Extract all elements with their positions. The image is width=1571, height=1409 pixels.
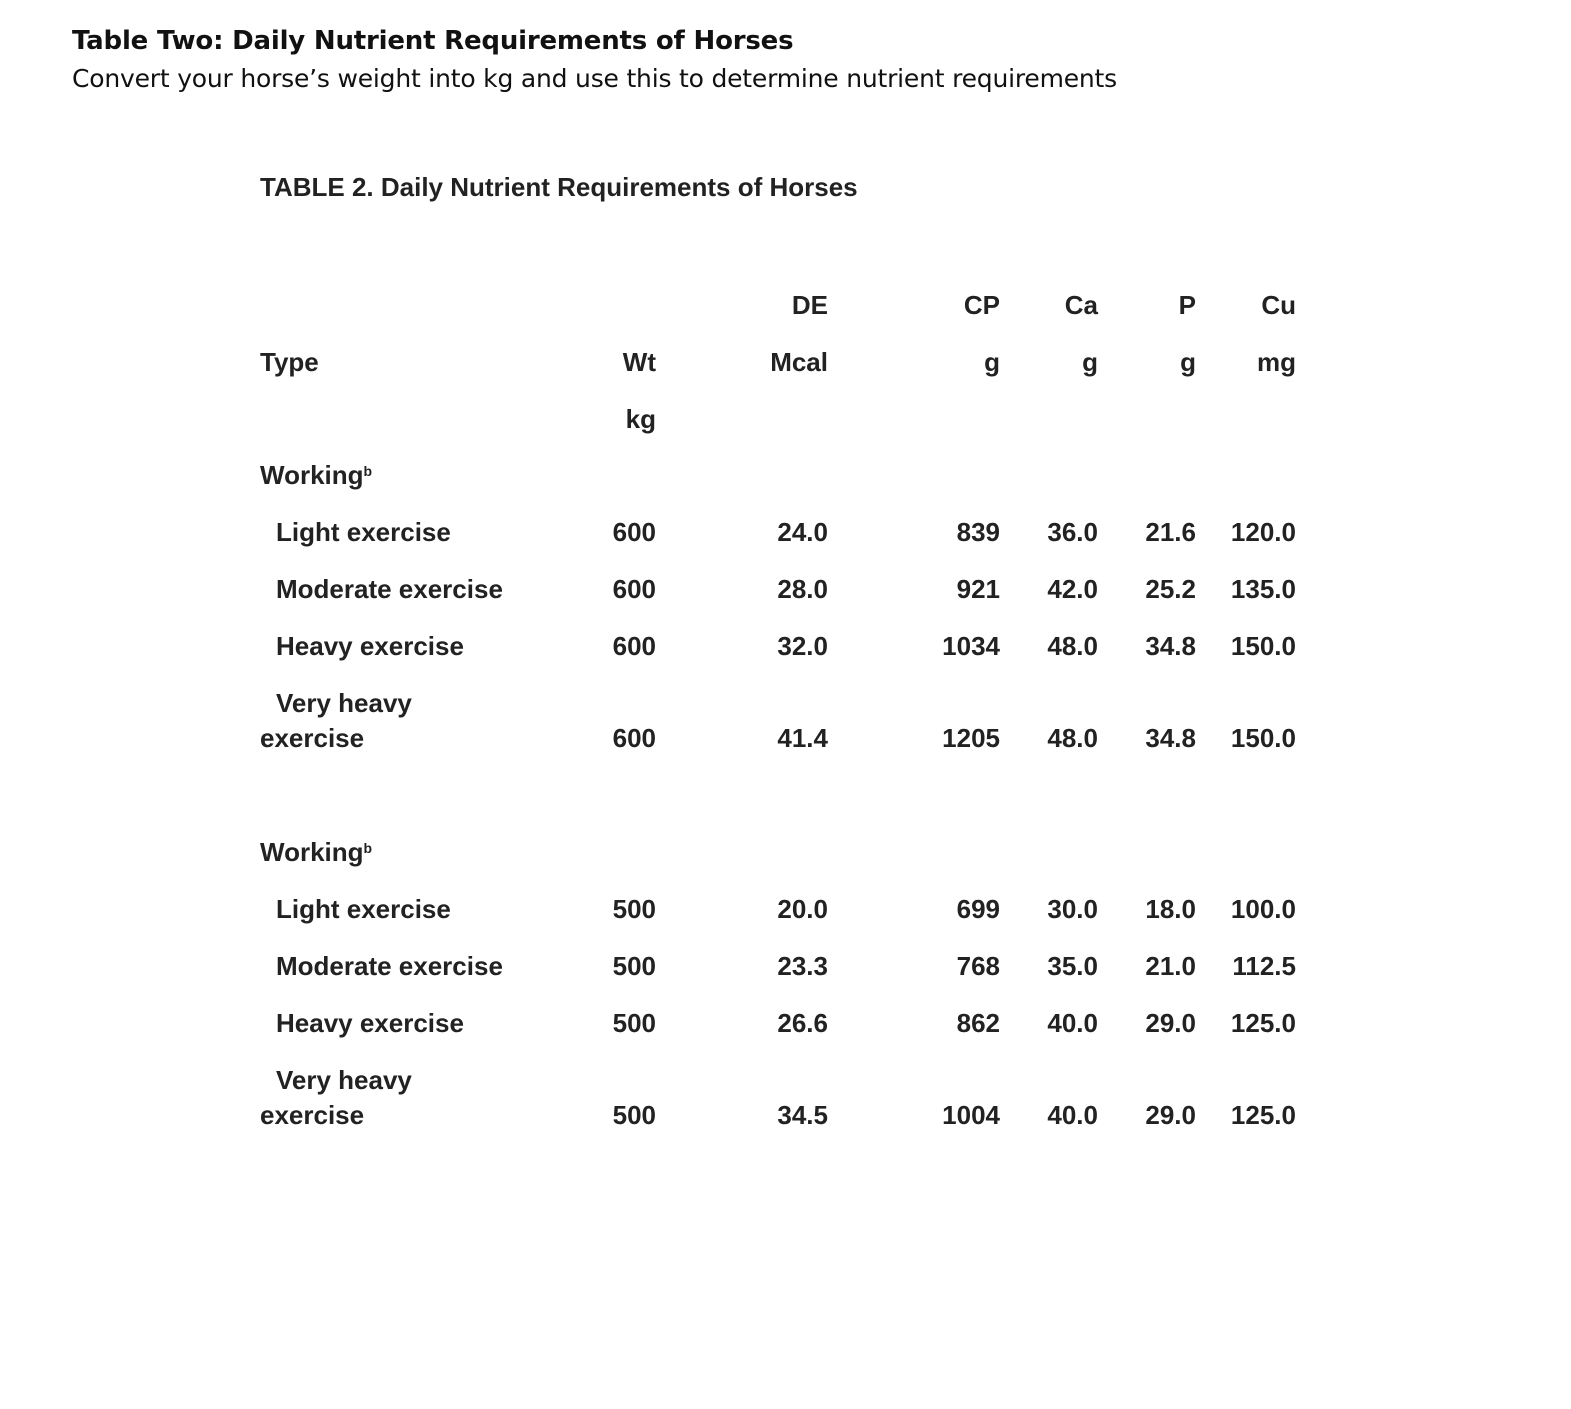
cell-p: 21.6 xyxy=(1145,517,1196,547)
cell-cp: 862 xyxy=(956,1008,1000,1038)
row-type: Light exercise xyxy=(276,517,451,547)
cell-wt: 600 xyxy=(612,631,656,661)
row-type: Heavy exercise xyxy=(276,631,464,661)
cell-p: 29.0 xyxy=(1145,1100,1196,1130)
cell-p: 21.0 xyxy=(1145,951,1196,981)
document-heading xyxy=(72,22,1117,98)
cell-cu: 150.0 xyxy=(1230,723,1296,753)
footnote-marker: b xyxy=(363,463,373,479)
cell-p: 18.0 xyxy=(1145,894,1196,924)
cell-de: 34.5 xyxy=(777,1100,828,1130)
row-type: Very heavy xyxy=(276,1065,412,1095)
header-de: DE xyxy=(791,290,828,320)
document-subtitle: Convert your horse’s weight into kg and use this to determine nutrient requirements xyxy=(72,64,1117,93)
cell-wt: 500 xyxy=(612,1100,656,1130)
cell-ca: 36.0 xyxy=(1047,517,1098,547)
header-cp: CP xyxy=(963,290,1000,320)
row-type: Very heavy xyxy=(276,688,412,718)
row-type: Heavy exercise xyxy=(276,1008,464,1038)
cell-cp: 768 xyxy=(956,951,1000,981)
row-type-continued: exercise xyxy=(260,1100,365,1130)
cell-wt: 600 xyxy=(612,574,656,604)
cell-ca: 40.0 xyxy=(1047,1100,1098,1130)
header-cp-unit: g xyxy=(984,347,1000,377)
header-wt: Wt xyxy=(622,347,656,377)
table-title: TABLE 2. Daily Nutrient Requirements of Horses xyxy=(260,172,858,202)
cell-p: 25.2 xyxy=(1145,574,1196,604)
header-de-unit: Mcal xyxy=(770,347,828,377)
cell-de: 32.0 xyxy=(777,631,828,661)
cell-cp: 699 xyxy=(956,894,1000,924)
cell-de: 20.0 xyxy=(777,894,828,924)
document-title: Table Two: Daily Nutrient Requirements of Horses xyxy=(72,26,794,56)
header-wt-unit: kg xyxy=(625,404,656,434)
cell-de: 26.6 xyxy=(777,1008,828,1038)
cell-ca: 35.0 xyxy=(1047,951,1098,981)
footnote-marker: b xyxy=(363,840,373,856)
cell-cu: 120.0 xyxy=(1230,517,1296,547)
group-label: Working$^b$ xyxy=(260,837,373,867)
row-type: Moderate exercise xyxy=(276,574,503,604)
cell-wt: 600 xyxy=(612,517,656,547)
cell-cp: 1205 xyxy=(942,723,1000,753)
cell-wt: 500 xyxy=(612,894,656,924)
header-cu: Cu xyxy=(1261,290,1296,320)
cell-cu: 125.0 xyxy=(1230,1100,1296,1130)
header-p: P xyxy=(1178,290,1196,320)
cell-cu: 150.0 xyxy=(1230,631,1296,661)
cell-ca: 48.0 xyxy=(1047,723,1098,753)
cell-ca: 30.0 xyxy=(1047,894,1098,924)
cell-wt: 500 xyxy=(612,951,656,981)
cell-p: 29.0 xyxy=(1145,1008,1196,1038)
header-p-unit: g xyxy=(1180,347,1196,377)
cell-de: 41.4 xyxy=(777,723,828,753)
header-ca-unit: g xyxy=(1082,347,1098,377)
cell-ca: 48.0 xyxy=(1047,631,1098,661)
cell-wt: 600 xyxy=(612,723,656,753)
cell-cu: 135.0 xyxy=(1230,574,1296,604)
cell-cp: 1034 xyxy=(942,631,1000,661)
cell-de: 28.0 xyxy=(777,574,828,604)
cell-cp: 839 xyxy=(956,517,1000,547)
cell-ca: 42.0 xyxy=(1047,574,1098,604)
row-type: Moderate exercise xyxy=(276,951,503,981)
group-label: Working$^b$ xyxy=(260,460,373,490)
cell-p: 34.8 xyxy=(1145,723,1196,753)
cell-cp: 921 xyxy=(956,574,1000,604)
header-type: Type xyxy=(260,347,319,377)
header-ca: Ca xyxy=(1064,290,1098,320)
cell-de: 24.0 xyxy=(777,517,828,547)
row-type-continued: exercise xyxy=(260,723,365,753)
cell-de: 23.3 xyxy=(777,951,828,981)
cell-wt: 500 xyxy=(612,1008,656,1038)
cell-cu: 125.0 xyxy=(1230,1008,1296,1038)
cell-cp: 1004 xyxy=(942,1100,1000,1130)
cell-cu: 112.5 xyxy=(1232,951,1296,981)
cell-cu: 100.0 xyxy=(1230,894,1296,924)
row-type: Light exercise xyxy=(276,894,451,924)
cell-ca: 40.0 xyxy=(1047,1008,1098,1038)
cell-p: 34.8 xyxy=(1145,631,1196,661)
header-cu-unit: mg xyxy=(1257,347,1296,377)
